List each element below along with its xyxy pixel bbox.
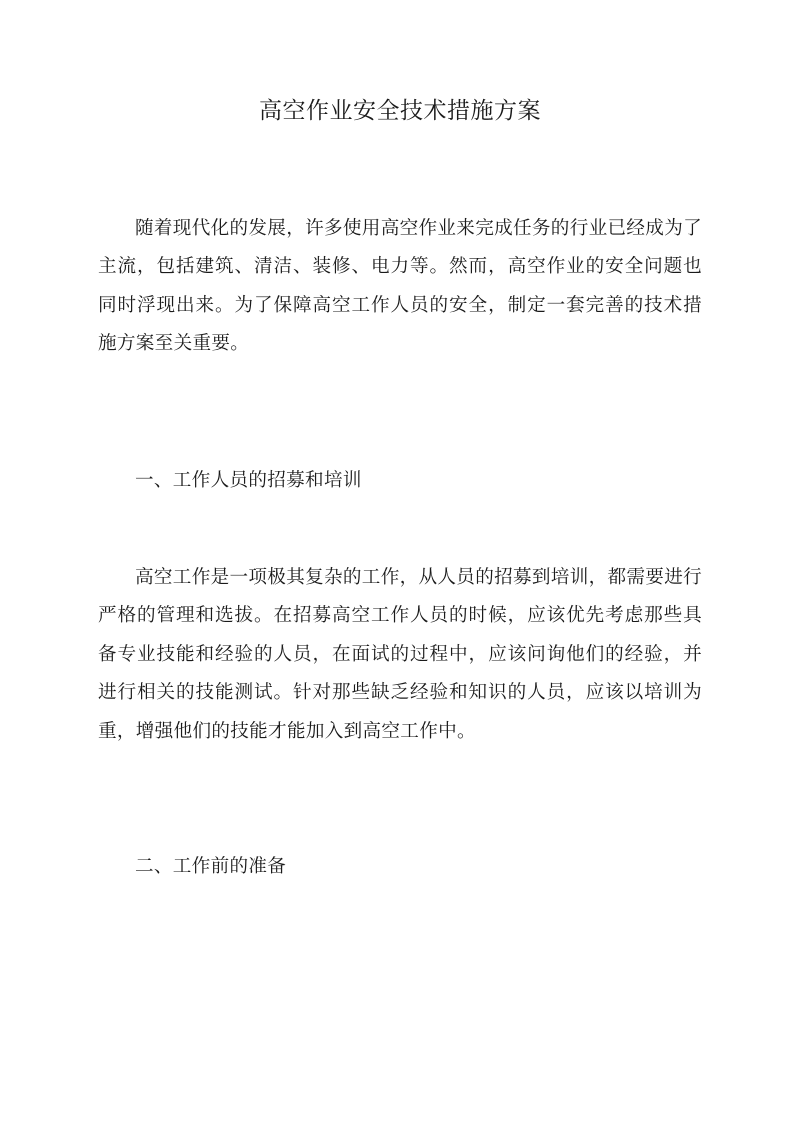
intro-paragraph: 随着现代化的发展，许多使用高空作业来完成任务的行业已经成为了主流，包括建筑、清洁、装修、电力等。然而，高空作业的安全问题也同时浮现出来。为了保障高空工作人员的安全，制定一套完善的技术措施方案至关重要。 [98, 218, 702, 355]
document-title: 高空作业安全技术措施方案 [259, 98, 541, 124]
section-body-recruitment: 高空工作是一项极其复杂的工作，从人员的招募到培训，都需要进行严格的管理和选拔。在招募高空工作人员的时候，应该优先考虑那些具备专业技能和经验的人员，在面试的过程中，应该问询他们的经验，并进行相关的技能测试。针对那些缺乏经验和知识的人员，应该以培训为重，增强他们的技能才能加入到高空工作中。 [98, 567, 702, 742]
section-heading-recruitment: 一、工作人员的招募和培训 [135, 470, 362, 491]
section-heading-preparation: 二、工作前的准备 [135, 856, 287, 877]
